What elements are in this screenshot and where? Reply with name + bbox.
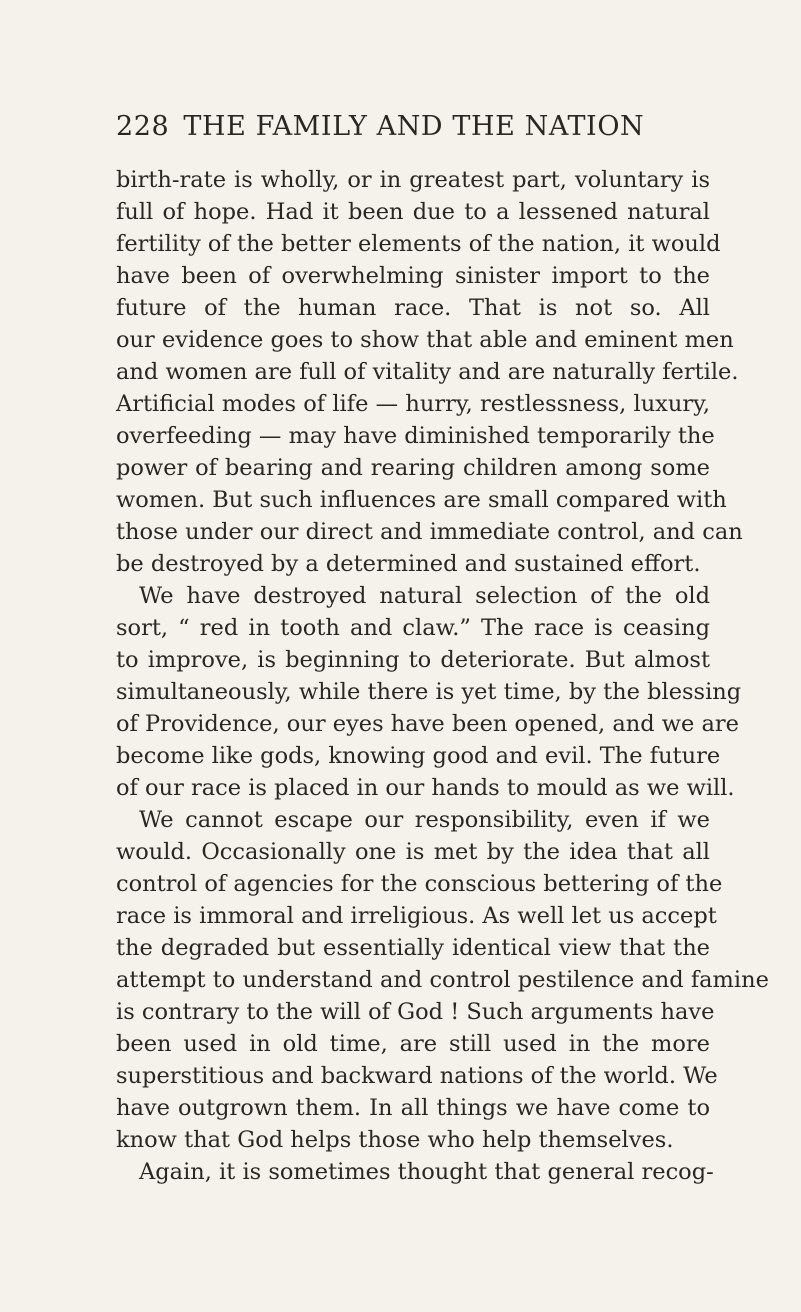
paragraph-first-line: We cannot escape our responsibility, even if we xyxy=(139,807,710,833)
text-line: full of hope. Had it been due to a lessened natural xyxy=(116,199,710,225)
text-line: attempt to understand and control pestilence and famine xyxy=(116,967,769,993)
text-line: power of bearing and rearing children among some xyxy=(116,455,710,481)
text-line: those under our direct and immediate control, and can xyxy=(116,519,743,545)
paragraph-first-line: We have destroyed natural selection of the old xyxy=(139,583,710,609)
text-line: is contrary to the will of God ! Such arguments have xyxy=(116,999,715,1025)
body-text xyxy=(116,164,769,1188)
text-line: superstitious and backward nations of the world. We xyxy=(116,1063,718,1089)
text-line: of our race is placed in our hands to mould as we will. xyxy=(116,775,735,801)
text-line: become like gods, knowing good and evil. The future xyxy=(116,743,721,769)
text-line: would. Occasionally one is met by the idea that all xyxy=(116,839,710,865)
text-line: simultaneously, while there is yet time, by the blessing xyxy=(116,679,742,705)
text-line: women. But such influences are small compared with xyxy=(116,487,727,513)
running-head xyxy=(116,111,716,151)
text-line: future of the human race. That is not so. All xyxy=(116,295,710,321)
text-line: Artificial modes of life — hurry, restlessness, luxury, xyxy=(116,391,710,417)
text-line: to improve, is beginning to deteriorate. But almost xyxy=(116,647,710,673)
text-line: our evidence goes to show that able and eminent men xyxy=(116,327,734,353)
text-line: been used in old time, are still used in the more xyxy=(116,1031,710,1057)
text-line: race is immoral and irreligious. As well let us accept xyxy=(116,903,717,929)
text-line: have been of overwhelming sinister import to the xyxy=(116,263,710,289)
text-line: have outgrown them. In all things we have come to xyxy=(116,1095,710,1121)
text-line: sort, “ red in tooth and claw.” The race is ceasing xyxy=(116,615,710,641)
paragraph-first-line: Again, it is sometimes thought that general recog- xyxy=(139,1159,714,1185)
text-line: know that God helps those who help themselves. xyxy=(116,1127,674,1153)
text-line: the degraded but essentially identical view that the xyxy=(116,935,710,961)
text-line: control of agencies for the conscious bettering of the xyxy=(116,871,723,897)
page-number: 228 xyxy=(116,111,170,142)
text-line: and women are full of vitality and are naturally fertile. xyxy=(116,359,739,385)
text-line: be destroyed by a determined and sustained effort. xyxy=(116,551,701,577)
running-title: THE FAMILY AND THE NATION xyxy=(183,111,645,142)
text-line: of Providence, our eyes have been opened, and we are xyxy=(116,711,740,737)
text-line: overfeeding — may have diminished temporarily the xyxy=(116,423,715,449)
text-line: birth-rate is wholly, or in greatest part, voluntary is xyxy=(116,167,710,193)
text-line: fertility of the better elements of the nation, it would xyxy=(116,231,721,257)
